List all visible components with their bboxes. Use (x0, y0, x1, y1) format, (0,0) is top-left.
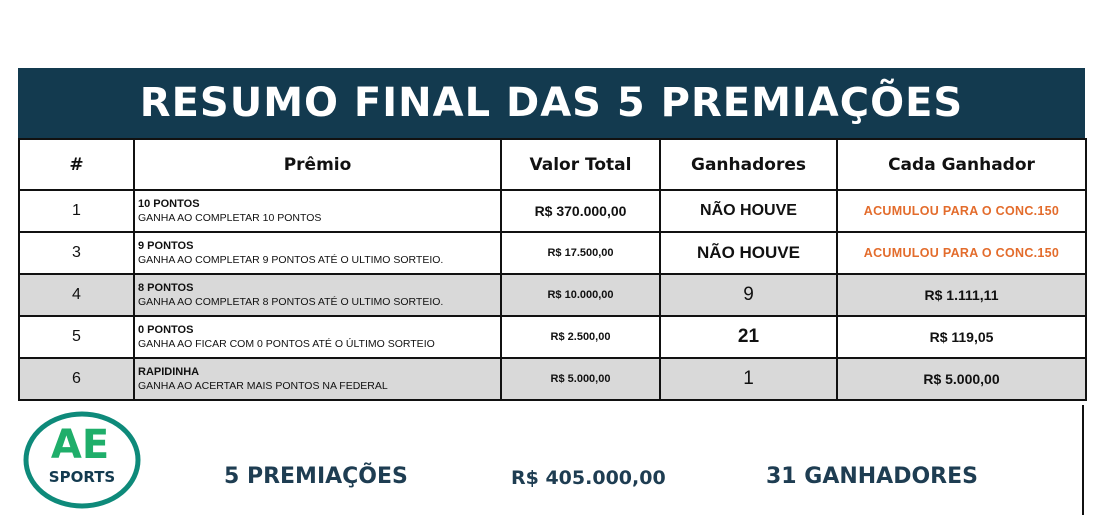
winners-value: 1 (743, 368, 754, 389)
winners-value: 21 (737, 326, 760, 347)
row-number: 5 (19, 316, 134, 358)
header-each: Cada Ganhador (837, 139, 1086, 190)
prize-title: 8 PONTOS (138, 282, 194, 294)
row-winners (660, 316, 837, 358)
header-prize: Prêmio (134, 139, 501, 190)
row-each: ACUMULOU PARA O CONC.150 (837, 232, 1086, 274)
prize-table (18, 138, 1087, 401)
prize-title: 10 PONTOS (138, 198, 200, 210)
row-prize (134, 358, 501, 400)
row-number: 4 (19, 274, 134, 316)
row-prize (134, 232, 501, 274)
row-each: R$ 1.111,11 (837, 274, 1086, 316)
prize-title: 9 PONTOS (138, 240, 194, 252)
row-prize (134, 316, 501, 358)
logo-letters: AE (50, 422, 110, 468)
prize-description: GANHA AO FICAR COM 0 PONTOS ATÉ O ÚLTIMO SORTEIO (138, 338, 435, 350)
winners-value: NÃO HOUVE (697, 243, 800, 262)
summary-prizes: 5 PREMIAÇÕES (224, 464, 408, 489)
row-total: R$ 17.500,00 (501, 232, 660, 274)
table-row (19, 316, 1086, 358)
row-prize (134, 190, 501, 232)
row-total: R$ 370.000,00 (501, 190, 660, 232)
row-each: ACUMULOU PARA O CONC.150 (837, 190, 1086, 232)
table-row (19, 232, 1086, 274)
row-each: R$ 5.000,00 (837, 358, 1086, 400)
header-number: # (19, 139, 134, 190)
summary-total: R$ 405.000,00 (511, 467, 666, 489)
header-total: Valor Total (501, 139, 660, 190)
prize-title: RAPIDINHA (138, 366, 200, 378)
row-each: R$ 119,05 (837, 316, 1086, 358)
prize-description: GANHA AO COMPLETAR 10 PONTOS (138, 212, 322, 224)
row-winners (660, 232, 837, 274)
row-total: R$ 10.000,00 (501, 274, 660, 316)
row-total: R$ 5.000,00 (501, 358, 660, 400)
row-total: R$ 2.500,00 (501, 316, 660, 358)
row-winners (660, 190, 837, 232)
row-number: 1 (19, 190, 134, 232)
row-number: 6 (19, 358, 134, 400)
row-prize (134, 274, 501, 316)
table-header-row (19, 139, 1086, 190)
divider (1082, 405, 1084, 515)
winners-value: 9 (743, 284, 754, 305)
prize-title: 0 PONTOS (138, 324, 194, 336)
page-title: RESUMO FINAL DAS 5 PREMIAÇÕES (18, 68, 1085, 138)
table-row (19, 358, 1086, 400)
table-row (19, 274, 1086, 316)
table-row (19, 190, 1086, 232)
row-number: 3 (19, 232, 134, 274)
row-winners (660, 274, 837, 316)
logo-text: SPORTS (48, 468, 116, 486)
winners-value: NÃO HOUVE (700, 202, 797, 219)
prize-description: GANHA AO COMPLETAR 8 PONTOS ATÉ O ULTIMO SORTEIO. (138, 296, 444, 308)
prize-description: GANHA AO COMPLETAR 9 PONTOS ATÉ O ULTIMO SORTEIO. (138, 254, 444, 266)
ae-sports-logo (22, 410, 142, 510)
row-winners (660, 358, 837, 400)
prize-description: GANHA AO ACERTAR MAIS PONTOS NA FEDERAL (138, 380, 388, 392)
header-winners: Ganhadores (660, 139, 837, 190)
summary-winners: 31 GANHADORES (766, 464, 978, 489)
